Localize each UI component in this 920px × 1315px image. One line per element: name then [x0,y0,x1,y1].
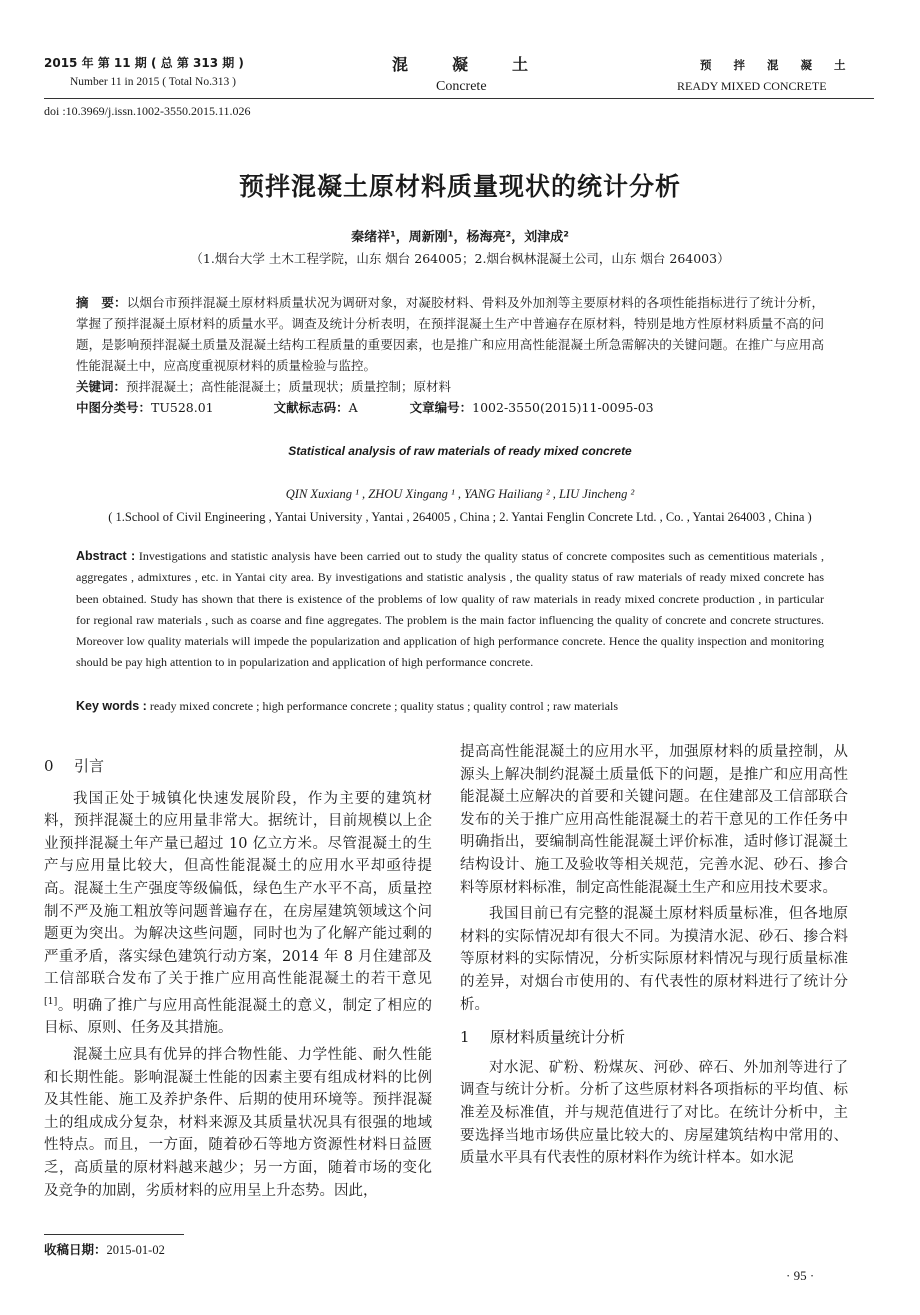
section-1-heading [460,1026,848,1049]
abstract-cn [76,292,824,376]
doc-code-value: A [348,400,358,415]
keywords-en [76,696,824,717]
keywords-cn-label: 关键词： [76,379,127,394]
paragraph-4: 我国目前已有完整的混凝土原材料质量标准，但各地原材料的实际情况却有很大不同。为摸清水泥、砂石、掺合料等原材料的实际情况，分析实际原材料情况与现行质量标准的差异，对烟台市使用的、有代表性的原材料进行了统计分析。 [460,906,848,1013]
paragraph-1-tail: 。明确了推广与应用高性能混凝土的意义，制定了相应的目标、原则、任务及其措施。 [44,997,432,1037]
received-value: 2015-01-02 [106,1243,165,1257]
paragraph-1 [44,788,432,1040]
section-0-title: 引言 [74,757,105,775]
citation-1[interactable]: [1] [44,995,58,1007]
paragraph-3: 提高高性能混凝土的应用水平，加强原材料的质量控制，从源头上解决制约混凝土质量低下的问题，是推广和应用高性能混凝土应解决的首要和关键问题。在住建部及工信部联合发布的关于推广应用高性能混凝土的若干意见的工作任务中明确指出，要编制高性能混凝土评价标准，适时修订混凝土结构设计、施工及验收等相关规范，完善水泥、砂石、掺合料等原材料标准，制定高性能混凝土生产和应用技术要求。 [460,744,848,896]
body-right-column [460,741,848,1170]
section-1-number: 1 [460,1028,470,1047]
journal-name-en: Concrete [436,79,487,94]
keywords-cn [76,376,824,397]
section-1-title: 原材料质量统计分析 [490,1028,626,1047]
keywords-en-text: ready mixed concrete ; high performance concrete ; quality status ; quality control ; raw materials [149,699,619,713]
body-left-column [44,755,432,1202]
clc-value: TU528.01 [151,400,214,415]
footnote-rule [44,1234,184,1235]
article-no-label: 文章编号： [409,400,473,415]
keywords-cn-text: 预拌混凝土；高性能混凝土；质量现状；质量控制；原材料 [126,379,452,394]
paper-title-en: Statistical analysis of raw materials of ready mixed concrete [288,444,632,458]
classification-line [76,397,824,418]
paragraph-5: 对水泥、矿粉、粉煤灰、河砂、碎石、外加剂等进行了调查与统计分析。分析了这些原材料各项指标的平均值、标准差及标准值，并与规范值进行了对比。在统计分析中，主要选择当地市场供应量比较大的、房屋建筑结构中常用的、质量水平具有代表性的原材料作为统计样本。如水泥 [460,1059,848,1167]
abstract-en [76,546,824,674]
authors-cn: 秦绪祥¹，周新刚¹，杨海亮²，刘津成² [351,230,569,245]
received-label: 收稿日期： [44,1242,107,1257]
journal-issue-cn: 2015 年 第 11 期 ( 总 第 313 期 ) [44,56,244,70]
abstract-cn-text: 以烟台市预拌混凝土原材料质量状况为调研对象，对凝胶材料、骨料及外加剂等主要原材料的各项性能指标进行了统计分析，掌握了预拌混凝土原材料的质量水平。调查及统计分析表明，在预拌混凝土生产中普遍存在原材料，特别是地方性原材料质量不高的问题，是影响预拌混凝土质量及混凝土结构工程质量的重要因素，也是推广和应用高性能混凝土所急需解决的关键问题。在推广与应用高性能混凝土中，应高度重视原材料的质量检验与监控。 [76,295,824,373]
affiliations-en: ( 1.School of Civil Engineering , Yantai University , Yantai , 264005 , China ; 2. Yantai Fenglin Concrete Ltd. , Co. , Yantai 264003 , China ) [108,510,812,524]
journal-name-cn: 混凝土 [392,55,573,74]
abstract-en-label: Abstract : [76,549,136,563]
section-0-number: 0 [44,757,54,775]
clc-label: 中图分类号： [76,400,152,415]
section-0-heading [44,755,432,778]
paragraph-2: 混凝土应具有优异的拌合物性能、力学性能、耐久性能和长期性能。影响混凝土性能的因素主要有组成材料的比例及其性能、施工及养护条件、后期的使用环境等。预拌混凝土的组成成分复杂，材料来源及其质量状况具有很强的地域性特点。而且，一方面，随着砂石等地方资源性材料日益匮乏，高质量的原材料越来越少；另一方面，随着市场的变化及竞争的加剧，劣质材料的应用呈上升态势。因此， [44,1046,432,1199]
doi: doi :10.3969/j.issn.1002-3550.2015.11.026 [44,104,251,118]
received-date [44,1240,165,1258]
article-no-value: 1002-3550(2015)11-0095-03 [472,400,654,415]
affiliations-cn: （1.烟台大学 土木工程学院，山东 烟台 264005；2.烟台枫林混凝土公司，山东 烟台 264003） [190,251,730,266]
abstract-cn-label: 摘 要： [76,295,127,310]
paragraph-1-text: 我国正处于城镇化快速发展阶段，作为主要的建筑材料，预拌混凝土的应用量非常大。据统计，目前规模以上企业预拌混凝土年产量已超过 10 亿立方米。尽管混凝土的生产与应用量比较大，但高性能混凝土的应用水平却亟待提高。混凝土生产强度等级偏低，绿色生产水平不高，质量控制不严及施工粗放等问题普遍存在，在房屋建筑领域这个问题更为突出。为解决这些问题，同时也为了化解产能过剩的严重矛盾，落实绿色建筑行动方案，2014 年 8 月住建部及工信部联合发布了关于推广应用高性能混凝土的若干意见 [44,790,432,988]
header-rule [44,98,874,99]
doc-code-label: 文献标志码： [273,400,349,415]
page-number: · 95 · [786,1268,815,1283]
paper-title-cn: 预拌混凝土原材料质量现状的统计分析 [238,172,681,201]
section-name-en: READY MIXED CONCRETE [677,79,827,93]
keywords-en-label: Key words : [76,699,147,713]
authors-en: QIN Xuxiang ¹ , ZHOU Xingang ¹ , YANG Hailiang ² , LIU Jincheng ² [285,487,635,501]
section-name-cn: 预 拌 混 凝 土 [700,58,855,72]
journal-issue-en: Number 11 in 2015 ( Total No.313 ) [70,76,236,88]
abstract-en-text: Investigations and statistic analysis have been carried out to study the quality status of concrete composites such as cementitious materials , aggregates , admixtures , etc. in Yantai city area. By investigations and statistic analysis , the quality status of raw materials of ready mixed concrete has been obtained. Study has shown that there is existence of the problems of low quality of raw materials in ready mixed concrete production , in particular for regional raw materials , such as coarse and fine aggregates. The problem is the main factor influencing the quality of concrete and concrete structures. Moreover low quality materials will impede the popularization and application of high performance concrete. Hence the quality inspection and monitoring should be pay high attention to in popularization and application of high performance concrete. [76,549,824,670]
